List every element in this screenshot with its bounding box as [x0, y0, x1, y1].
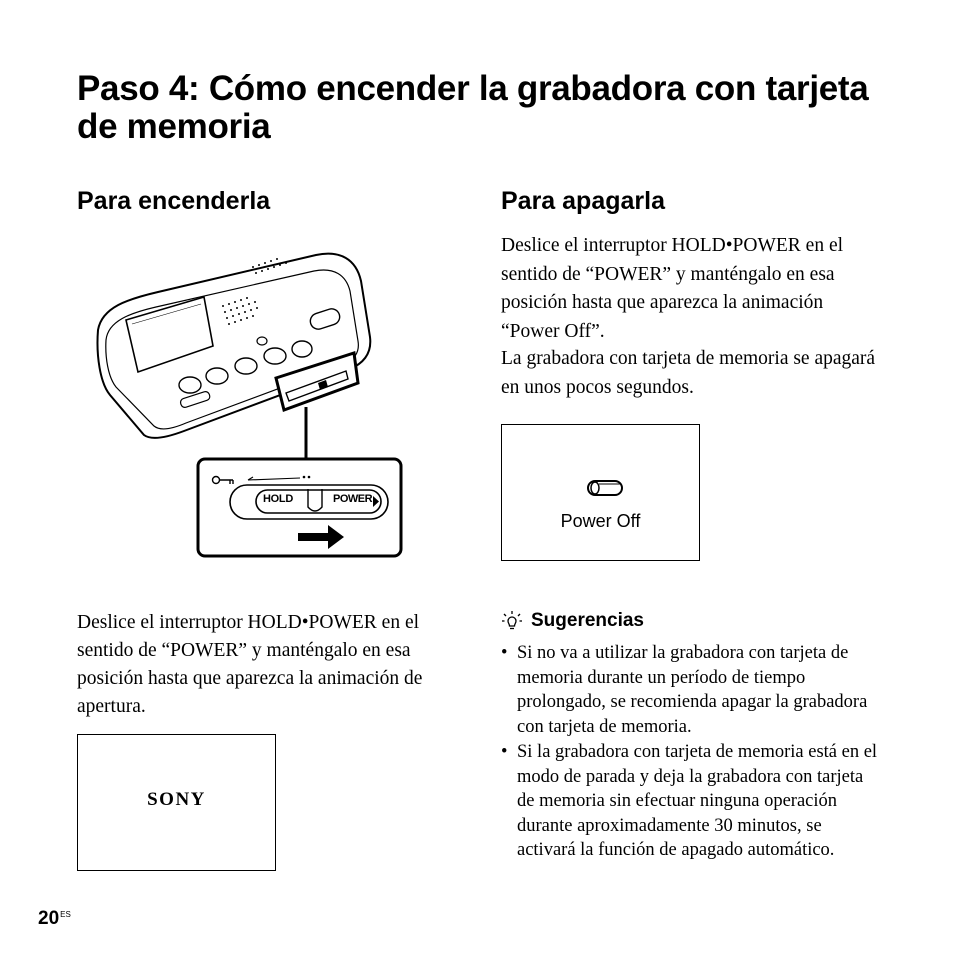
tips-header: [501, 610, 644, 632]
recorder-illustration: [88, 245, 408, 563]
tip-item: [501, 740, 881, 863]
page-lang: ES: [60, 910, 71, 919]
lightbulb-icon: [501, 610, 523, 632]
power-off-label: Power Off: [560, 511, 641, 531]
tips-list: [501, 641, 881, 864]
opening-animation-screen: [77, 734, 276, 871]
power-off-instructions: Deslice el interruptor HOLD•POWER en el sentido de “POWER” y manténgalo en esa posición hasta que aparezca la animación “Power Off”.: [501, 235, 844, 342]
switch-hold-label: HOLD: [263, 493, 293, 505]
battery-icon: [586, 478, 626, 498]
power-off-screen: [501, 424, 700, 561]
switch-power-label: POWER: [333, 493, 373, 505]
heading-power-off: Para apagarla: [501, 187, 665, 215]
page-number: [38, 908, 71, 930]
bullet: •: [501, 643, 508, 663]
power-on-instructions: Deslice el interruptor HOLD•POWER en el sentido de “POWER” y manténgalo en esa posición hasta que aparezca la animación de apertura.: [77, 612, 423, 717]
heading-power-on: Para encenderla: [77, 187, 271, 215]
tip-text: Si no va a utilizar la grabadora con tarjeta de memoria durante un período de tiempo prolongado, se recomienda apagar la grabadora con tarjeta de memoria.: [517, 643, 868, 737]
page-title: Paso 4: Cómo encender la grabadora con tarjeta de memoria: [77, 69, 869, 146]
power-off-note: La grabadora con tarjeta de memoria se apagará en unos pocos segundos.: [501, 348, 876, 398]
bullet: •: [501, 742, 508, 762]
tip-text: Si la grabadora con tarjeta de memoria está en el modo de parada y deja la grabadora con tarjeta de memoria sin efectuar ninguna operación durante aproximadamente 30 minutos, se activará la función de apagado automático.: [517, 742, 878, 860]
tips-title: Sugerencias: [531, 610, 644, 631]
tip-item: [501, 641, 881, 739]
sony-logo: SONY: [147, 789, 206, 810]
page-number-value: 20: [38, 908, 60, 929]
recorder-drawing-icon: [88, 245, 408, 563]
